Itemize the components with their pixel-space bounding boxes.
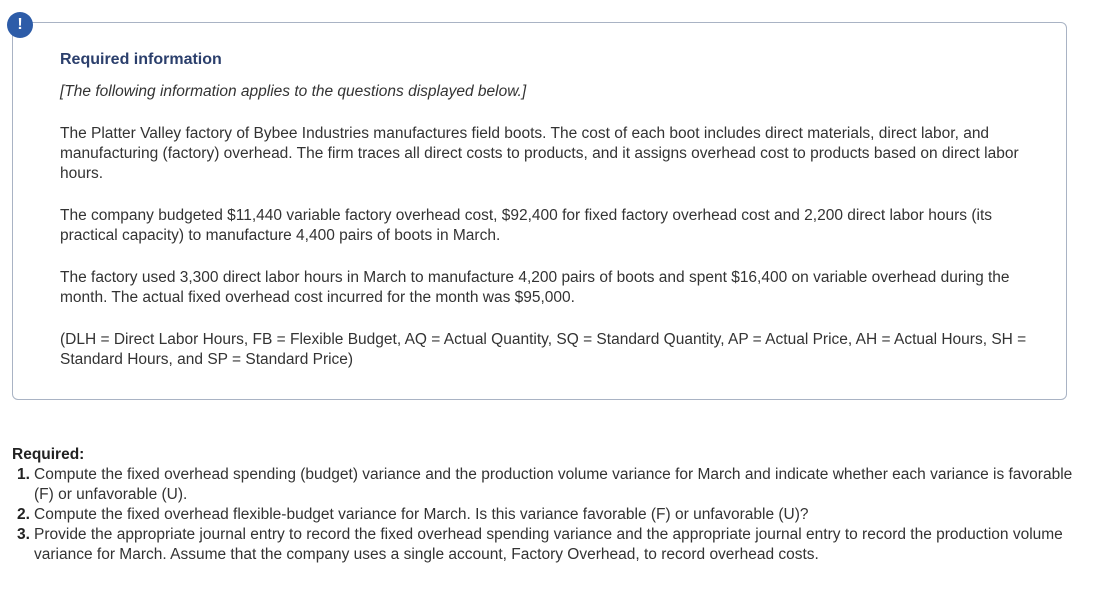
info-note: [The following information applies to the questions displayed below.] xyxy=(60,83,527,100)
required-item-2 xyxy=(12,505,1092,525)
required-title: Required: xyxy=(12,446,85,463)
required-item-number: 3. xyxy=(17,526,30,543)
required-item-3 xyxy=(12,525,1092,565)
required-item-number: 1. xyxy=(17,466,30,483)
info-paragraph-2: The company budgeted $11,440 variable factory overhead cost, $92,400 for fixed factory overhead cost and 2,200 direct labor hours (its practical capacity) to manufacture 4,400 pairs of boots in March. xyxy=(60,207,992,244)
required-item-number: 2. xyxy=(17,506,30,523)
required-section xyxy=(12,445,1092,565)
required-item-1 xyxy=(12,465,1092,505)
required-item-text: Compute the fixed overhead flexible-budget variance for March. Is this variance favorable (F) or unfavorable (U)? xyxy=(34,506,809,523)
info-paragraph-4: (DLH = Direct Labor Hours, FB = Flexible Budget, AQ = Actual Quantity, SQ = Standard Quantity, AP = Actual Price, AH = Actual Hours, SH = Standard Hours, and SP = Standard Price) xyxy=(60,331,1027,368)
required-item-text: Provide the appropriate journal entry to record the fixed overhead spending variance and the appropriate journal entry to record the production volume variance for March. Assume that the company uses a single account, Factory Overhead, to record overhead costs. xyxy=(34,526,1063,563)
required-item-text: Compute the fixed overhead spending (budget) variance and the production volume variance for March and indicate whether each variance is favorable (F) or unfavorable (U). xyxy=(34,466,1073,503)
info-paragraph-1: The Platter Valley factory of Bybee Industries manufactures field boots. The cost of each boot includes direct materials, direct labor, and manufacturing (factory) overhead. The firm traces all direct costs to products, and it assigns overhead cost to products based on direct labor hours. xyxy=(60,125,1019,182)
required-information-content xyxy=(60,50,1050,370)
info-title: Required information xyxy=(60,51,222,68)
info-paragraph-3: The factory used 3,300 direct labor hours in March to manufacture 4,200 pairs of boots and spent $16,400 on variable overhead during the month. The actual fixed overhead cost incurred for the month was $95,000. xyxy=(60,269,1010,306)
exclamation-alert-icon: ! xyxy=(7,12,33,38)
required-list xyxy=(12,465,1092,565)
